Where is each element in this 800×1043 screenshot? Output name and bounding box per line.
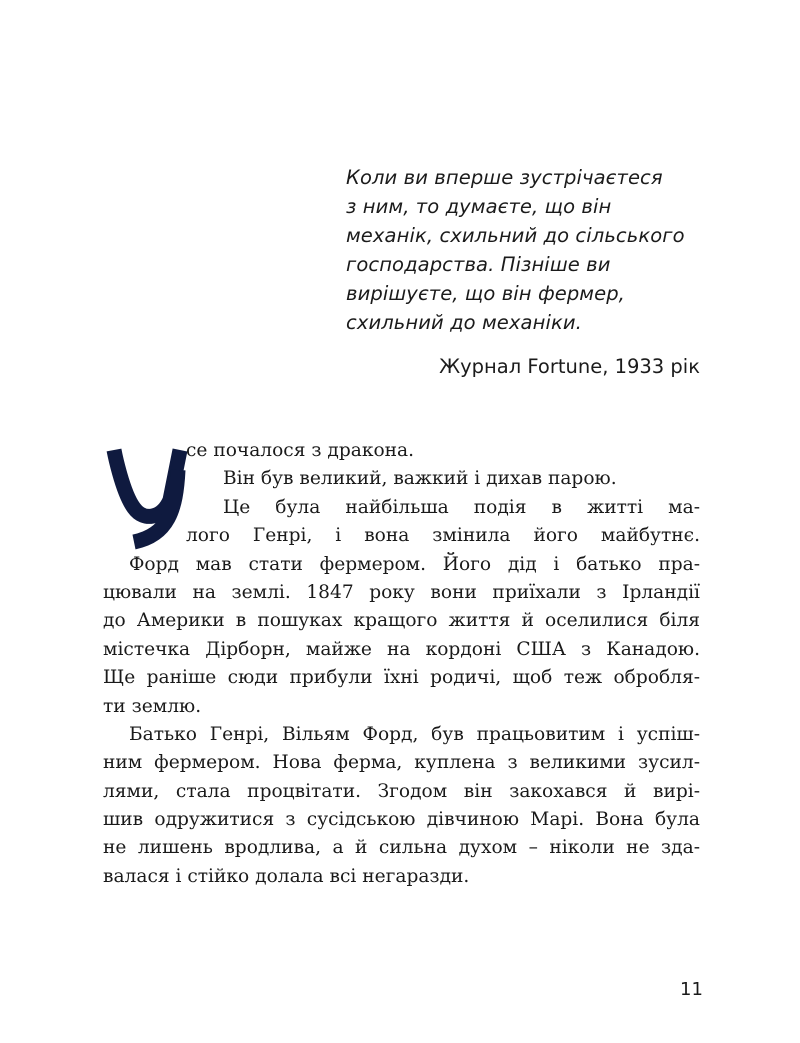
body-text (103, 437, 700, 891)
body-line: Батько Генрі, Вільям Форд, був працьовитим і успіш- (129, 723, 700, 745)
body-line: Ще раніше сюди прибули їхні родичі, щоб теж обробля- (103, 667, 700, 689)
body-line: се почалося з дракона. (186, 440, 415, 461)
body-line: містечка Дірборн, майже на кордоні США з Канадою. (103, 638, 700, 660)
epigraph-line: механік, схильний до сільського (346, 224, 685, 247)
body-line: цювали на землі. 1847 року вони приїхали з Ірландії (103, 581, 700, 603)
body-line: шив одружитися з сусідською дівчиною Марі. Вона була (103, 809, 700, 831)
body-line: валася і стійко долала всі негаразди. (103, 865, 470, 887)
epigraph-line: господарства. Пізніше ви (346, 253, 611, 276)
epigraph (346, 163, 726, 337)
body-line: ти землю. (103, 695, 202, 717)
body-line: Це була найбільша подія в житті ма- (223, 496, 700, 518)
body-line: до Америки в пошуках кращого життя й оселилися біля (103, 610, 700, 632)
epigraph-line: вирішуєте, що він фермер, (346, 282, 625, 305)
epigraph-line: з ним, то думаєте, що він (346, 195, 612, 218)
body-line: не лишень вродлива, а й сильна духом – ніколи не зда- (103, 837, 700, 859)
epigraph-line: Коли ви вперше зустрічаєтеся (346, 166, 663, 189)
epigraph-attribution: Журнал Fortune, 1933 рік (439, 355, 700, 378)
body-line: Він був великий, важкий і дихав парою. (223, 468, 617, 490)
epigraph-line: схильний до механіки. (346, 311, 582, 334)
body-line: ним фермером. Нова ферма, куплена з великими зусил- (103, 752, 700, 774)
page-number: 11 (680, 979, 703, 1000)
body-line: лями, стала процвітати. Згодом він закохався й вирі- (103, 780, 700, 802)
body-line: лого Генрі, і вона змінила його майбутнє. (186, 525, 700, 547)
body-line: Форд мав стати фермером. Його дід і батько пра- (129, 553, 700, 575)
